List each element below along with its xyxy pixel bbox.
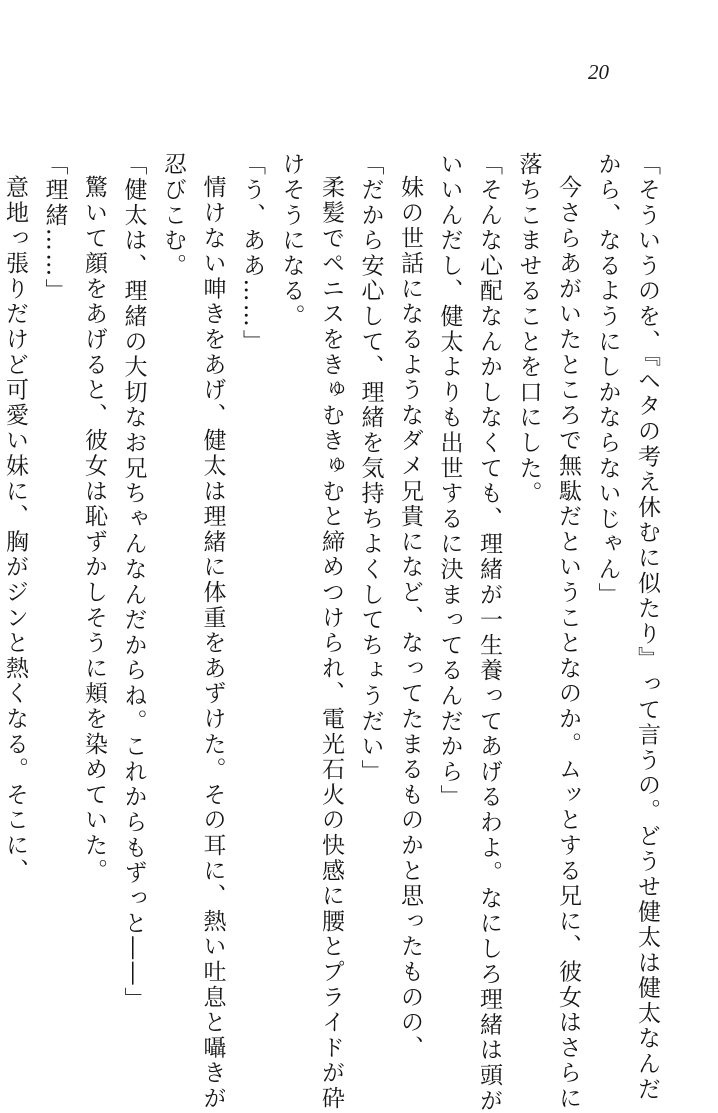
text-line: 驚いて顔をあげると、彼女は恥ずかしそうに頬を染めていた。 [81, 175, 107, 884]
text-line: 「だから安心して、理緒を気持ちよくしてちょうだい」 [357, 152, 384, 785]
text-line: 今さらあがいたところで無駄だということなのか。ムッとする兄に、彼女はさらに [555, 175, 581, 1112]
text-line: けそうになる。 [278, 152, 305, 330]
body-text [2, 152, 666, 1113]
text-line: 柔髪でペニスをきゅむきゅむと締めつけられ、電光石火の快感に腰とプライドが砕 [318, 175, 344, 1112]
text-line: いいんだし、健太よりも出世するに決まってるんだから」 [436, 152, 463, 810]
text-line: 情けない呻きをあげ、健太は理緒に体重をあずけた。その耳に、熱い吐息と囁きが [199, 175, 226, 1112]
text-line: 落ちこませることを口にした。 [515, 152, 542, 507]
text-line: 「そういうのを、『ヘタの考え休むに似たり』って言うの。どうせ健太は健太なんだ [634, 152, 660, 1102]
text-line: 忍びこむ。 [160, 152, 186, 279]
text-line: 「健太は、理緒の大切なお兄ちゃんなんだからね。これからもずっと――」 [120, 152, 147, 1013]
text-line: 妹の世話になるようなダメ兄貴になど、なってたまるものかと思ったものの、 [397, 175, 423, 1061]
text-line: から、なるようにしかならないじゃん」 [594, 152, 621, 608]
page-number: 20 [588, 60, 609, 84]
text-line: 「う、ああ……」 [239, 152, 265, 355]
text-line: 「そんな心配なんかしなくても、理緒が一生養ってあげるわよ。なにしろ理緒は頭が [476, 152, 502, 1113]
text-line: 意地っ張りだけど可愛い妹に、胸がジンと熱くなる。そこに、 [2, 175, 28, 884]
text-line: 「理緒……」 [41, 152, 68, 304]
